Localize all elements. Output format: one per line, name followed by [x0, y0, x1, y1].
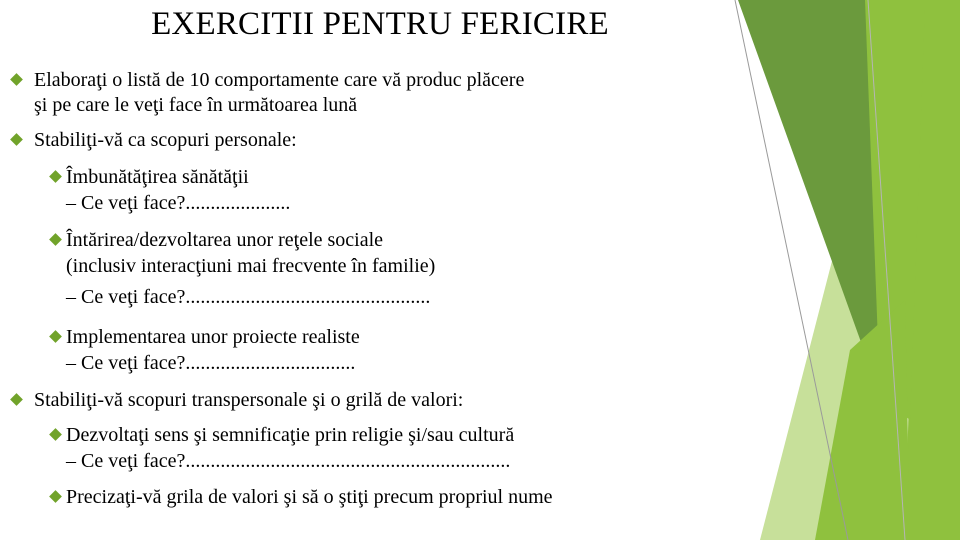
list-item-text: Stabiliţi-vă ca scopuri personale:	[34, 129, 297, 151]
list-item-text: – Ce veţi face?..................................	[66, 352, 356, 374]
list-item-text: Stabiliţi-vă scopuri transpersonale şi o grilă de valori:	[34, 389, 464, 411]
list-item-text: Dezvoltaţi sens şi semnificaţie prin religie şi/sau cultură	[66, 424, 515, 446]
dark-green-triangle	[738, 0, 880, 395]
list-item-text: (inclusiv interacţiuni mai frecvente în familie)	[66, 255, 436, 277]
list-item-text: Îmbunătăţirea sănătăţii	[66, 166, 249, 188]
list-item-text: Implementarea unor proiecte realiste	[66, 326, 360, 348]
list-item-text: – Ce veţi face?.................................................	[66, 286, 431, 308]
list-item-text: – Ce veţi face?.................................................................	[66, 450, 511, 472]
list-item-text: Precizaţi-vă grila de valori şi să o ştiţi precum propriul nume	[66, 486, 553, 508]
list-item-text: Elaboraţi o listă de 10 comportamente care vă produc plăcere	[34, 69, 525, 91]
list-item-text: şi pe care le veţi face în următoarea lună	[34, 94, 358, 116]
list-item-text: – Ce veţi face?.....................	[66, 192, 291, 214]
slide-title: EXERCITII PENTRU FERICIRE	[151, 6, 609, 42]
list-item-text: Întărirea/dezvoltarea unor reţele sociale	[66, 229, 384, 251]
